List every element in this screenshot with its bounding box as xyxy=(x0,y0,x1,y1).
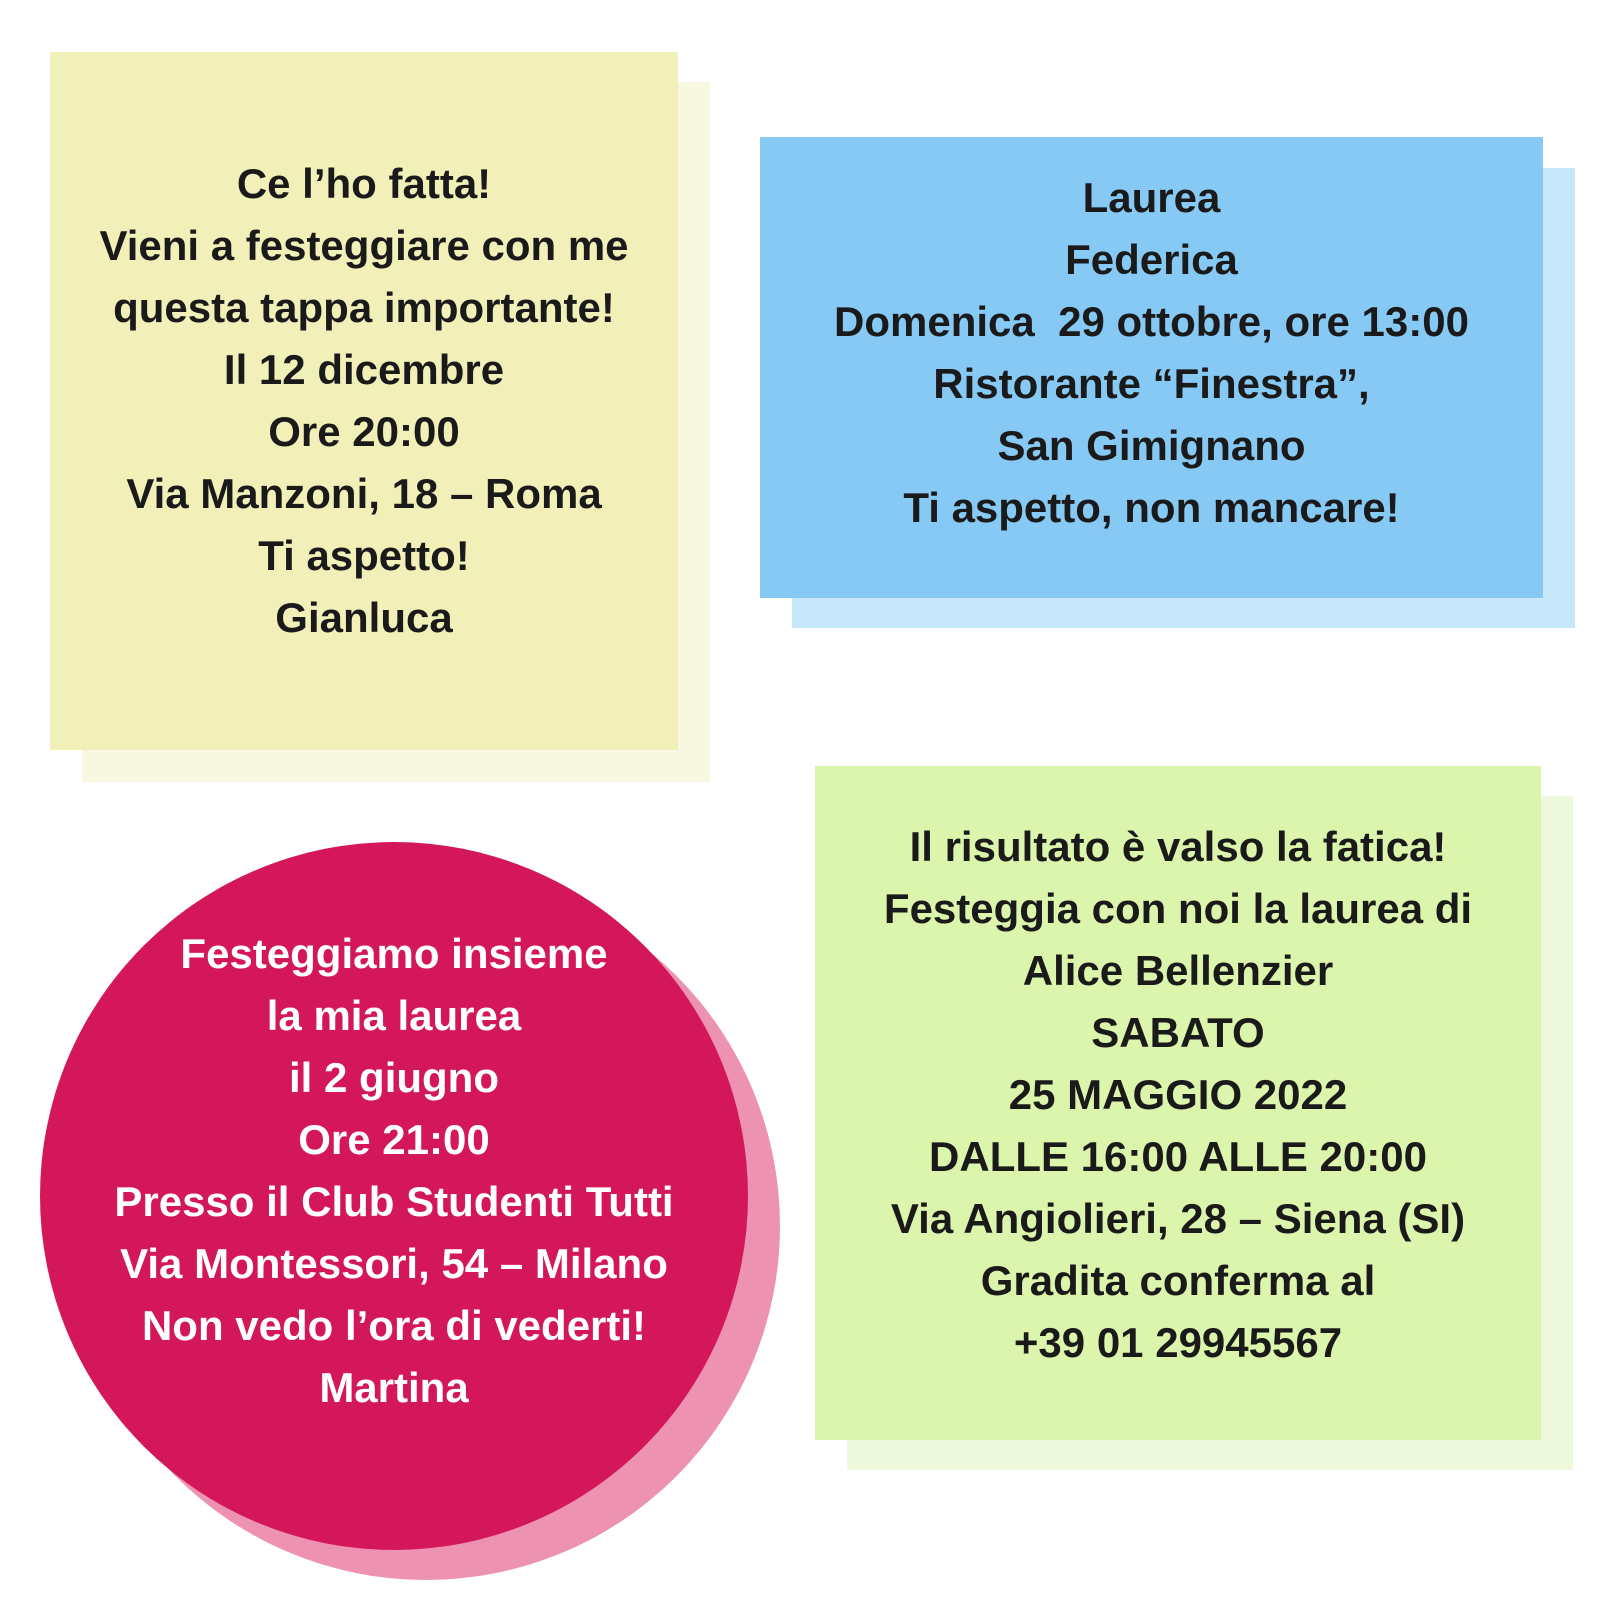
card-text-line: Federica xyxy=(1065,236,1238,283)
invitation-card-alice xyxy=(815,766,1541,1440)
card-text-line: Presso il Club Studenti Tutti xyxy=(114,1178,674,1225)
card-text-line: Il 12 dicembre xyxy=(223,346,505,393)
card-text-line: Domenica 29 ottobre, ore 13:00 xyxy=(834,298,1469,345)
card-text-line: Non vedo l’ora di vederti! xyxy=(141,1302,647,1349)
card-text-line: la mia laurea xyxy=(266,992,522,1039)
card-text-line: +39 01 29945567 xyxy=(1013,1319,1343,1366)
card-text-line: Gianluca xyxy=(275,594,453,641)
card-text-line: Festeggiamo insieme xyxy=(180,930,608,977)
card-text-line: questa tappa importante! xyxy=(113,284,615,331)
invitation-card-federica xyxy=(760,137,1543,598)
card-text-line: Via Angiolieri, 28 – Siena (SI) xyxy=(890,1195,1466,1242)
card-text-line: Via Montessori, 54 – Milano xyxy=(120,1240,668,1287)
card-text-line: Via Manzoni, 18 – Roma xyxy=(126,470,602,517)
card-text-line: Gradita conferma al xyxy=(980,1257,1376,1304)
card-text-line: Ore 21:00 xyxy=(298,1116,490,1163)
card-text-line: DALLE 16:00 ALLE 20:00 xyxy=(929,1133,1427,1180)
card-text-line: Ti aspetto! xyxy=(258,532,470,579)
card-text-line: Ristorante “Finestra”, xyxy=(933,360,1370,407)
card-text-line: Vieni a festeggiare con me xyxy=(99,222,629,269)
card-text-line: San Gimignano xyxy=(997,422,1306,469)
card-text-line: Il risultato è valso la fatica! xyxy=(909,823,1447,870)
card-text-line: Laurea xyxy=(1082,174,1221,221)
card-text-line: SABATO xyxy=(1091,1009,1265,1056)
card-text-line: Martina xyxy=(319,1364,469,1411)
card-text-line: Alice Bellenzier xyxy=(1022,947,1334,994)
invitation-card-gianluca xyxy=(50,52,678,750)
card-text-line: 25 MAGGIO 2022 xyxy=(1008,1071,1348,1118)
card-text-line: Festeggia con noi la laurea di xyxy=(883,885,1473,932)
card-text-line: Ore 20:00 xyxy=(268,408,460,455)
card-text-line: il 2 giugno xyxy=(289,1054,499,1101)
card-text-line: Ti aspetto, non mancare! xyxy=(903,484,1400,531)
invitation-card-martina xyxy=(40,842,748,1550)
card-text-line: Ce l’ho fatta! xyxy=(236,160,492,207)
